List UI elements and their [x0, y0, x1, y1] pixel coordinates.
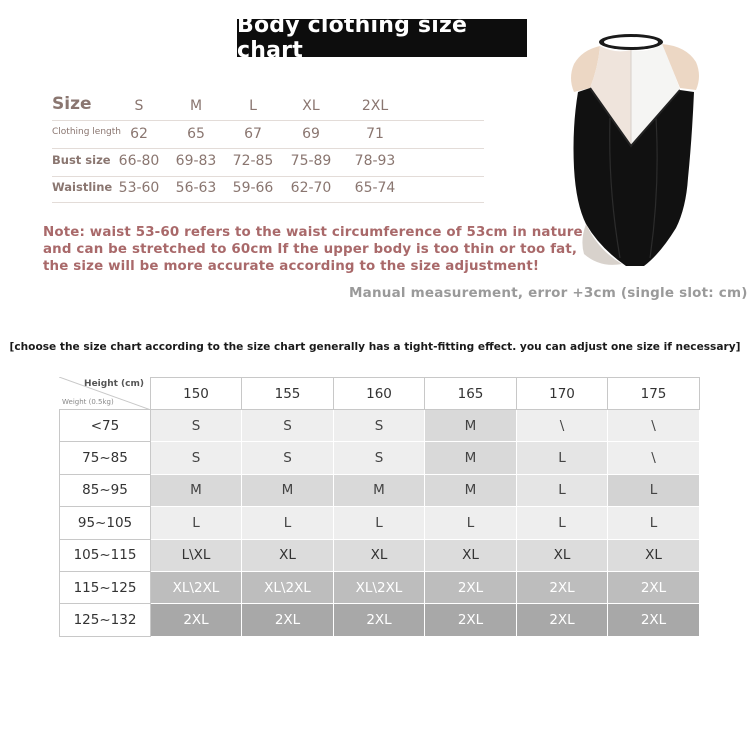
size-cell: S	[151, 410, 242, 442]
grid-corner	[59, 377, 151, 410]
size-value: 53-60	[118, 180, 160, 196]
waist-note: Note: waist 53-60 refers to the waist circumference of 53cm in nature and can be stretched to 60cm If the upper body is too thin or too fat, the size will be more accurate according to the size adjustment!	[43, 225, 583, 274]
size-cell: L	[517, 475, 608, 507]
size-value: 69	[302, 126, 320, 142]
size-cell: S	[334, 410, 425, 442]
size-label: L	[249, 98, 257, 114]
measurement-note: Manual measurement, error +3cm (single slot: cm)	[349, 285, 748, 301]
size-row	[52, 148, 484, 177]
size-cell: 2XL	[608, 572, 700, 604]
size-label: XL	[302, 98, 320, 114]
size-cell: XL\2XL	[334, 572, 425, 604]
size-cell: M	[242, 475, 334, 507]
size-cell: S	[242, 442, 334, 474]
size-value: 67	[244, 126, 262, 142]
weight-row-label: 85~95	[59, 475, 151, 507]
weight-row-label: 105~115	[59, 540, 151, 572]
size-cell: M	[151, 475, 242, 507]
size-label: S	[134, 98, 144, 114]
height-header-cell: 160	[334, 377, 425, 410]
weight-row-label: 95~105	[59, 507, 151, 539]
size-value: 62	[130, 126, 148, 142]
size-cell: XL\2XL	[242, 572, 334, 604]
size-value: 56-63	[175, 180, 217, 196]
size-cell: \	[517, 410, 608, 442]
size-cell: XL	[334, 540, 425, 572]
size-value: 78-93	[354, 153, 396, 169]
size-row	[52, 176, 484, 203]
size-cell: XL	[425, 540, 517, 572]
bodysuit-image	[560, 28, 710, 283]
diagonal-divider	[59, 377, 151, 410]
size-cell: L\XL	[151, 540, 242, 572]
size-value: 62-70	[290, 180, 332, 196]
size-value: 65	[187, 126, 205, 142]
size-cell: L	[608, 475, 700, 507]
size-cell: L	[334, 507, 425, 539]
size-cell: M	[425, 442, 517, 474]
size-value: 72-85	[232, 153, 274, 169]
height-header-cell: 155	[242, 377, 334, 410]
weight-row-label: <75	[59, 410, 151, 442]
size-value: 59-66	[232, 180, 274, 196]
size-cell: S	[334, 442, 425, 474]
size-cell: XL	[517, 540, 608, 572]
size-cell: L	[242, 507, 334, 539]
size-cell: 2XL	[151, 604, 242, 636]
size-cell: XL\2XL	[151, 572, 242, 604]
height-header-cell: 175	[608, 377, 700, 410]
size-cell: L	[517, 442, 608, 474]
size-cell: L	[151, 507, 242, 539]
page-title: Body clothing size chart	[237, 19, 527, 57]
row-label: Bust size	[52, 153, 111, 167]
weight-row-label: 75~85	[59, 442, 151, 474]
size-cell: S	[242, 410, 334, 442]
size-value: 69-83	[175, 153, 217, 169]
size-value: 75-89	[290, 153, 332, 169]
size-value: 65-74	[354, 180, 396, 196]
size-cell: XL	[608, 540, 700, 572]
height-header-cell: 170	[517, 377, 608, 410]
size-cell: L	[517, 507, 608, 539]
size-cell: \	[608, 410, 700, 442]
size-row	[52, 120, 484, 149]
size-cell: S	[151, 442, 242, 474]
size-value: 66-80	[118, 153, 160, 169]
size-cell: 2XL	[242, 604, 334, 636]
size-cell: 2XL	[334, 604, 425, 636]
weight-axis-label: Weight (0.5kg)	[62, 398, 114, 406]
size-guide-note: [choose the size chart according to the size chart generally has a tight-fitting effect. you can adjust one size if necessary]	[9, 341, 741, 353]
size-cell: M	[425, 475, 517, 507]
weight-row-label: 115~125	[59, 572, 151, 604]
size-cell: M	[425, 410, 517, 442]
size-cell: L	[608, 507, 700, 539]
row-label: Waistline	[52, 180, 113, 194]
weight-row-label: 125~132	[59, 604, 151, 636]
size-cell: 2XL	[517, 572, 608, 604]
row-label: Clothing length	[52, 127, 121, 137]
size-cell: 2XL	[608, 604, 700, 636]
size-header-label: Size	[52, 94, 92, 114]
size-value: 71	[366, 126, 384, 142]
size-label: 2XL	[361, 98, 389, 114]
size-cell: \	[608, 442, 700, 474]
size-cell: L	[425, 507, 517, 539]
size-cell: 2XL	[517, 604, 608, 636]
height-header-cell: 150	[151, 377, 242, 410]
height-header-cell: 165	[425, 377, 517, 410]
size-cell: XL	[242, 540, 334, 572]
height-weight-grid	[59, 377, 701, 637]
size-header-row	[52, 90, 484, 121]
size-cell: M	[334, 475, 425, 507]
size-cell: 2XL	[425, 604, 517, 636]
size-cell: 2XL	[425, 572, 517, 604]
height-axis-label: Height (cm)	[84, 379, 144, 389]
size-label: M	[189, 98, 203, 114]
